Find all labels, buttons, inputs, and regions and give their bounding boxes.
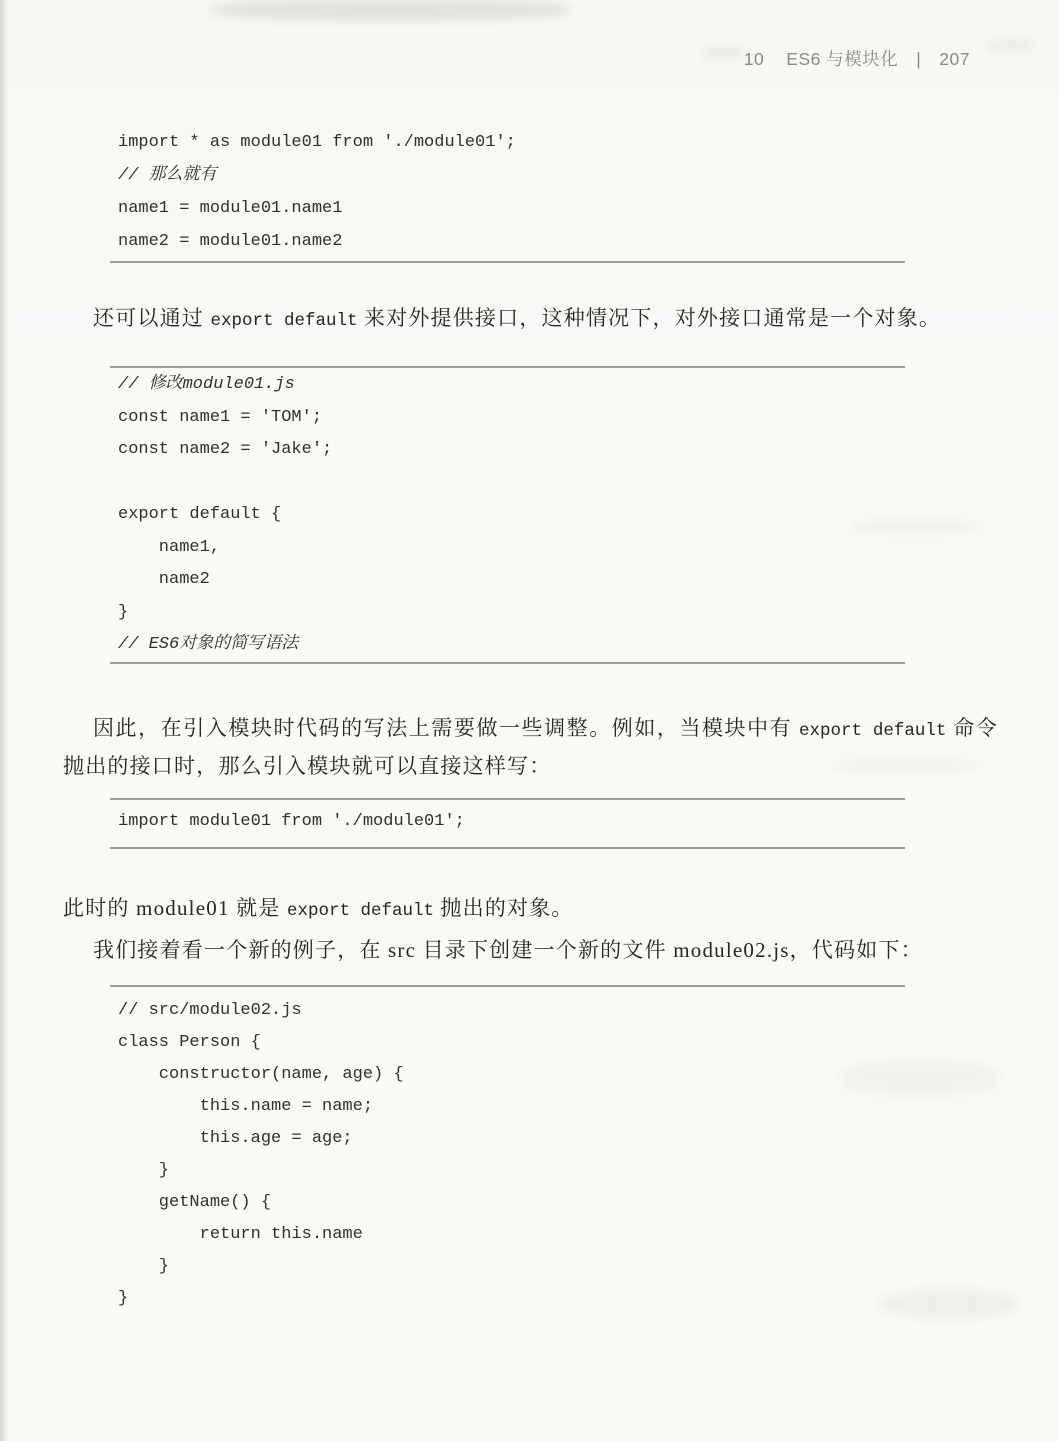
scan-artifact bbox=[985, 40, 1035, 52]
horizontal-rule bbox=[110, 662, 905, 664]
scan-artifact bbox=[210, 0, 570, 20]
code-line: constructor(name, age) { bbox=[118, 1065, 404, 1084]
chapter-title: ES6 与模块化 bbox=[786, 49, 899, 69]
code-line: getName() { bbox=[118, 1193, 272, 1212]
paragraph bbox=[63, 301, 998, 339]
horizontal-rule bbox=[110, 847, 905, 849]
paragraph-text: 抛出的对象。 bbox=[433, 896, 574, 920]
code-line: this.age = age; bbox=[118, 1129, 353, 1148]
code-line: import * as module01 from './module01'; bbox=[118, 133, 516, 152]
code-block-3 bbox=[118, 805, 918, 838]
horizontal-rule bbox=[110, 366, 905, 368]
code-block-1 bbox=[118, 126, 918, 258]
code-line: // src/module02.js bbox=[118, 1001, 302, 1020]
code-line: name1, bbox=[118, 537, 221, 557]
code-line: this.name = name; bbox=[118, 1097, 374, 1116]
paragraph bbox=[63, 711, 998, 784]
paragraph-text: 来对外提供接口，这种情况下，对外接口通常是一个对象。 bbox=[357, 306, 942, 330]
code-line: const name1 = 'TOM'; bbox=[118, 407, 323, 427]
code-line: name1 = module01.name1 bbox=[118, 199, 343, 218]
code-block-2 bbox=[118, 369, 918, 662]
inline-code: export default bbox=[799, 721, 947, 741]
code-line: name2 bbox=[118, 570, 210, 589]
code-line: // 那么就有 bbox=[118, 166, 217, 185]
code-line: // 修改module01.js bbox=[118, 375, 295, 394]
code-line: } bbox=[118, 1257, 170, 1276]
code-line: } bbox=[118, 602, 129, 622]
code-line: return this.name bbox=[118, 1225, 363, 1244]
code-line: } bbox=[118, 1161, 170, 1180]
header-separator: | bbox=[916, 49, 922, 69]
paragraph-text: 命令抛出的接口时，那么引入模块就可以直接这样写： bbox=[63, 716, 998, 778]
paragraph-text: 还可以通过 bbox=[93, 306, 211, 330]
horizontal-rule bbox=[110, 798, 905, 800]
code-line: // ES6对象的简写语法 bbox=[118, 635, 299, 654]
chapter-number: 10 bbox=[743, 49, 765, 69]
page-header bbox=[744, 46, 970, 71]
horizontal-rule bbox=[110, 985, 905, 987]
scan-artifact bbox=[700, 48, 746, 58]
horizontal-rule bbox=[110, 261, 905, 263]
inline-code: export default bbox=[210, 311, 358, 331]
paragraph bbox=[63, 933, 998, 968]
code-line: class Person { bbox=[118, 1033, 261, 1052]
code-line: export default { bbox=[118, 505, 282, 524]
code-block-4 bbox=[118, 995, 918, 1315]
paragraph bbox=[63, 891, 998, 929]
inline-code: export default bbox=[286, 901, 434, 921]
paragraph-text: 此时的 module01 就是 bbox=[63, 896, 287, 920]
code-line: name2 = module01.name2 bbox=[118, 232, 343, 251]
code-line: import module01 from './module01'; bbox=[118, 812, 465, 831]
page-number: 207 bbox=[939, 49, 970, 69]
paragraph-text: 因此，在引入模块时代码的写法上需要做一些调整。例如，当模块中有 bbox=[93, 716, 800, 740]
code-line bbox=[118, 467, 918, 500]
code-line: } bbox=[118, 1289, 129, 1308]
code-line: const name2 = 'Jake'; bbox=[118, 440, 333, 459]
paragraph-text: 我们接着看一个新的例子，在 src 目录下创建一个新的文件 module02.js，代码如下： bbox=[93, 938, 923, 962]
